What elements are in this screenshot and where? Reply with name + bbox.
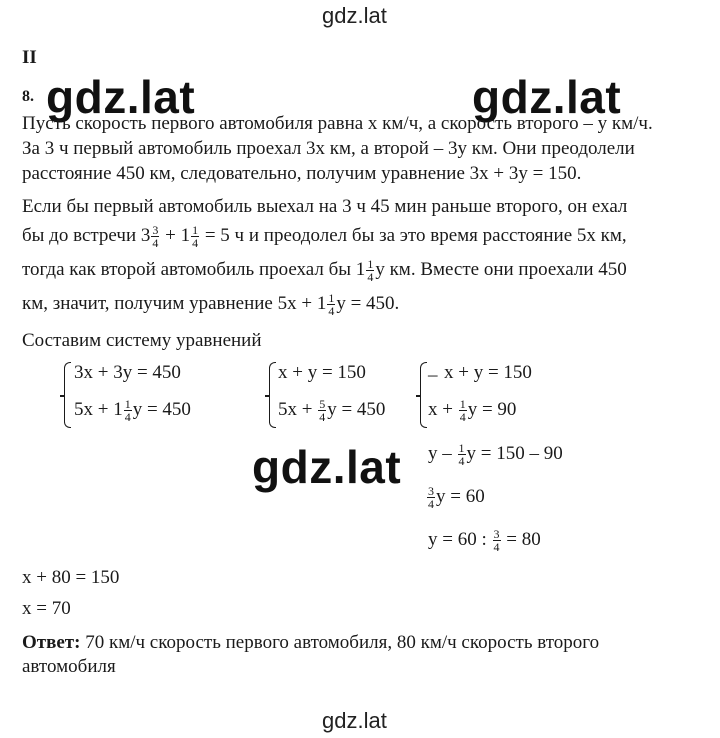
step2: $\frac{3}{4}$ y = 60 [428,484,485,511]
watermark-center: gdz.lat [252,441,402,493]
watermark-top: gdz.lat [322,3,387,28]
system3-brace [420,362,427,428]
paragraph2-line1: Если бы первый автомобиль выехал на 3 ч 45 мин раньше второго, он ехал [22,196,628,217]
step3: y = 60 : $\frac{3}{4}$ = 80 [428,527,541,554]
answer-line2: автомобиля [22,656,116,677]
system3-eq1: x + y = 150 [444,362,532,383]
watermark-left: gdz.lat [46,71,196,123]
answer-label: Ответ: [22,632,81,653]
fraction-one-quarter: $\frac{1}{4}$ [328,291,335,318]
watermark-bottom: gdz.lat [322,708,387,733]
system2-eq2: 5x + $\frac{5}{4}$ y = 450 [278,397,386,424]
fraction-one-quarter: $\frac{1}{4}$ [367,257,374,284]
fraction-one-quarter: $\frac{1}{4}$ [459,397,466,424]
watermark-right: gdz.lat [472,71,622,123]
fraction-three-quarters: $\frac{3}{4}$ [428,484,434,511]
paragraph2-line2: бы до встречи 3 $\frac{3}{4}$ + 1 $\frac{1}{4}$ = 5 ч и преодолел бы за это время расстояние 5x км, [22,223,627,250]
fraction-one-quarter: $\frac{1}{4}$ [192,223,199,250]
system-intro: Составим систему уравнений [22,330,262,351]
system2-brace [269,362,276,428]
paragraph2-line4: км, значит, получим уравнение 5x + 1 $\frac{1}{4}$ y = 450. [22,291,400,318]
step1: y – $\frac{1}{4}$ y = 150 – 90 [428,441,563,468]
problem-number: 8. [22,88,34,105]
fraction-one-quarter: $\frac{1}{4}$ [458,441,465,468]
final-line2: x = 70 [22,598,71,619]
fraction-five-quarters: $\frac{5}{4}$ [319,397,326,424]
system1-eq1: 3x + 3y = 450 [74,362,181,383]
fraction-three-quarters: $\frac{3}{4}$ [152,223,159,250]
final-line1: x + 80 = 150 [22,567,120,588]
answer-text: 70 км/ч скорость первого автомобиля, 80 км/ч скорость второго [80,632,600,653]
fraction-one-quarter: $\frac{1}{4}$ [124,397,131,424]
section-label: II [22,47,37,68]
fraction-three-quarters: $\frac{3}{4}$ [493,527,500,554]
paragraph1-line3: расстояние 450 км, следовательно, получим уравнение 3x + 3y = 150. [22,163,582,184]
paragraph2-line3: тогда как второй автомобиль проехал бы 1 $\frac{1}{4}$ y км. Вместе они проехали 450 [22,257,627,284]
system1-brace [64,362,71,428]
system2-eq1: x + y = 150 [278,362,366,383]
paragraph1-line1: Пусть скорость первого автомобиля равна x км/ч, а скорость второго – y км/ч. [22,113,653,134]
system3-eq2: x + $\frac{1}{4}$ y = 90 [428,397,517,424]
system3-minus-sign: _ [428,358,438,379]
answer-line1 [22,632,599,654]
system1-eq2: 5x + 1 $\frac{1}{4}$ y = 450 [74,397,191,424]
paragraph1-line2: За 3 ч первый автомобиль проехал 3x км, а второй – 3y км. Они преодолели [22,138,635,159]
